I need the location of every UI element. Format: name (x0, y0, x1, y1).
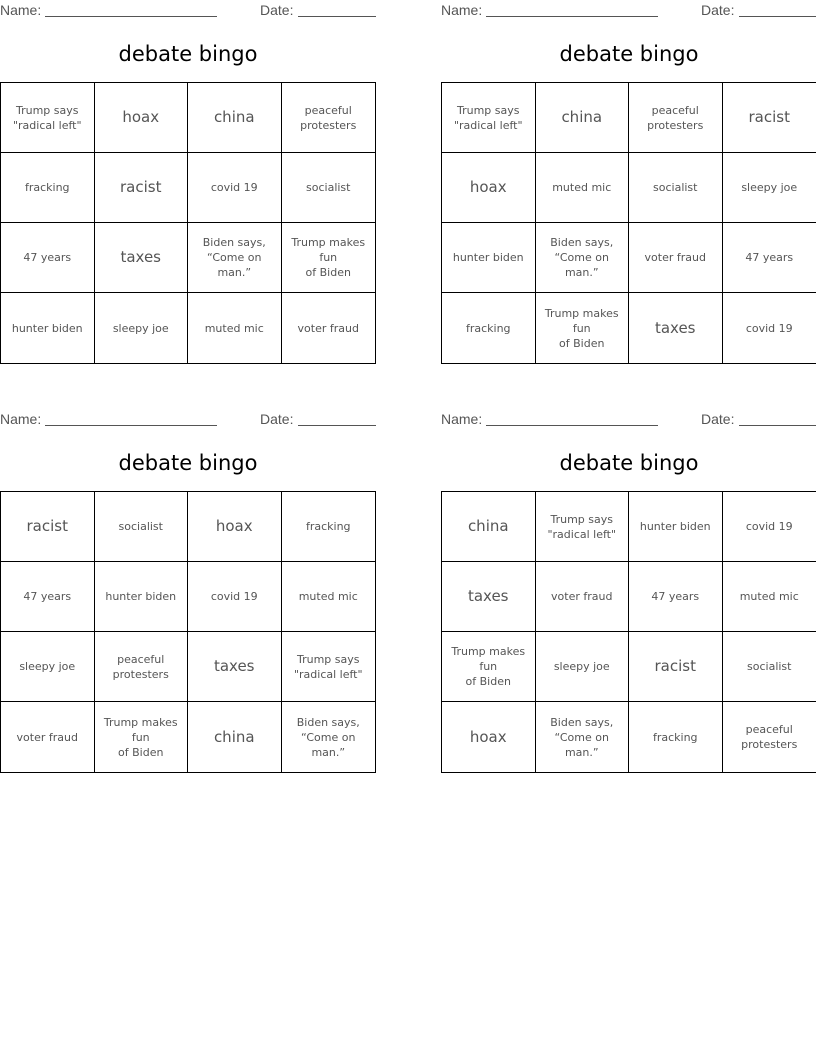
bingo-cell: peaceful protesters (629, 83, 723, 153)
bingo-grid (0, 82, 376, 364)
bingo-cell: fracking (629, 702, 723, 772)
bingo-grid (441, 82, 816, 364)
bingo-cell: sleepy joe (95, 293, 189, 363)
bingo-cell: hunter biden (95, 562, 189, 632)
card-header (0, 409, 376, 429)
bingo-cell: muted mic (536, 153, 630, 223)
bingo-cell: hoax (188, 492, 282, 562)
name-blank-line (486, 16, 658, 17)
bingo-cell: 47 years (1, 223, 95, 293)
date-label: Date: (701, 411, 735, 427)
bingo-cell: Trump makes fun of Biden (95, 702, 189, 772)
bingo-cell: Biden says, “Come on man.” (296, 715, 360, 759)
date-label: Date: (701, 2, 735, 18)
bingo-cell: fracking (282, 492, 376, 562)
bingo-cell: voter fraud (1, 702, 95, 772)
date-blank-line (298, 16, 376, 17)
bingo-cell: Trump says "radical left" (1, 83, 95, 153)
date-blank-line (739, 425, 816, 426)
bingo-cell: muted mic (282, 562, 376, 632)
bingo-cell: Trump says "radical left" (442, 83, 536, 153)
bingo-cell: covid 19 (723, 492, 816, 562)
bingo-cell: hoax (442, 702, 536, 772)
bingo-cell: taxes (95, 223, 189, 293)
bingo-cell: socialist (723, 632, 816, 702)
bingo-cell: 47 years (1, 562, 95, 632)
date-blank-line (739, 16, 816, 17)
bingo-cell: sleepy joe (536, 632, 630, 702)
bingo-cell: peaceful protesters (282, 83, 376, 153)
bingo-cell: covid 19 (188, 153, 282, 223)
bingo-cell: sleepy joe (723, 153, 816, 223)
bingo-cell: china (442, 492, 536, 562)
date-blank-line (298, 425, 376, 426)
card-title: debate bingo (118, 42, 258, 66)
bingo-cell: voter fraud (536, 562, 630, 632)
bingo-cell: 47 years (723, 223, 816, 293)
bingo-cell: taxes (442, 562, 536, 632)
date-label: Date: (260, 411, 294, 427)
bingo-cell: socialist (629, 153, 723, 223)
bingo-cell: covid 19 (745, 321, 793, 335)
bingo-cell: socialist (95, 492, 189, 562)
bingo-cell: voter fraud (297, 321, 359, 335)
bingo-cell: china (188, 702, 282, 772)
bingo-cell: hunter biden (1, 293, 95, 363)
bingo-cell: china (188, 83, 282, 153)
name-blank-line (45, 16, 217, 17)
date-label: Date: (260, 2, 294, 18)
bingo-cell: Trump says "radical left" (536, 492, 630, 562)
bingo-cell: Trump makes fun of Biden (282, 223, 376, 293)
bingo-cell: socialist (282, 153, 376, 223)
card-header (441, 409, 816, 429)
bingo-cell: taxes (629, 293, 723, 363)
bingo-cell: hoax (95, 83, 189, 153)
bingo-cell: peaceful protesters (95, 632, 189, 702)
name-label: Name: (0, 2, 42, 18)
bingo-cell: peaceful protesters (741, 723, 798, 751)
bingo-cell: fracking (1, 153, 95, 223)
bingo-cell: racist (1, 492, 95, 562)
bingo-cell: Trump makes fun of Biden (442, 632, 536, 702)
name-label: Name: (441, 2, 483, 18)
card-title: debate bingo (118, 451, 258, 475)
bingo-cell: fracking (442, 293, 536, 363)
bingo-cell: covid 19 (188, 562, 282, 632)
name-label: Name: (441, 411, 483, 427)
bingo-cell: muted mic (188, 293, 282, 363)
name-blank-line (45, 425, 217, 426)
bingo-cell: racist (629, 632, 723, 702)
bingo-cell: china (536, 83, 630, 153)
bingo-cell: racist (723, 83, 816, 153)
bingo-cell: muted mic (723, 562, 816, 632)
bingo-cell: sleepy joe (1, 632, 95, 702)
bingo-cell: racist (95, 153, 189, 223)
bingo-cell: 47 years (629, 562, 723, 632)
card-title: debate bingo (559, 451, 699, 475)
bingo-cell: taxes (188, 632, 282, 702)
bingo-cell: Biden says, “Come on man.” (188, 223, 282, 293)
card-title: debate bingo (559, 42, 699, 66)
card-header (0, 0, 376, 20)
bingo-cell: Biden says, “Come on man.” (536, 702, 630, 772)
bingo-cell: Trump makes fun of Biden (536, 293, 630, 363)
bingo-grid (0, 491, 376, 773)
name-label: Name: (0, 411, 42, 427)
bingo-cell: Biden says, “Come on man.” (536, 223, 630, 293)
bingo-cell: hunter biden (629, 492, 723, 562)
bingo-grid (441, 491, 816, 773)
bingo-cell: hoax (442, 153, 536, 223)
name-blank-line (486, 425, 658, 426)
bingo-cell: voter fraud (629, 223, 723, 293)
bingo-cell: hunter biden (442, 223, 536, 293)
card-header (441, 0, 816, 20)
bingo-cell: Trump says "radical left" (282, 632, 376, 702)
